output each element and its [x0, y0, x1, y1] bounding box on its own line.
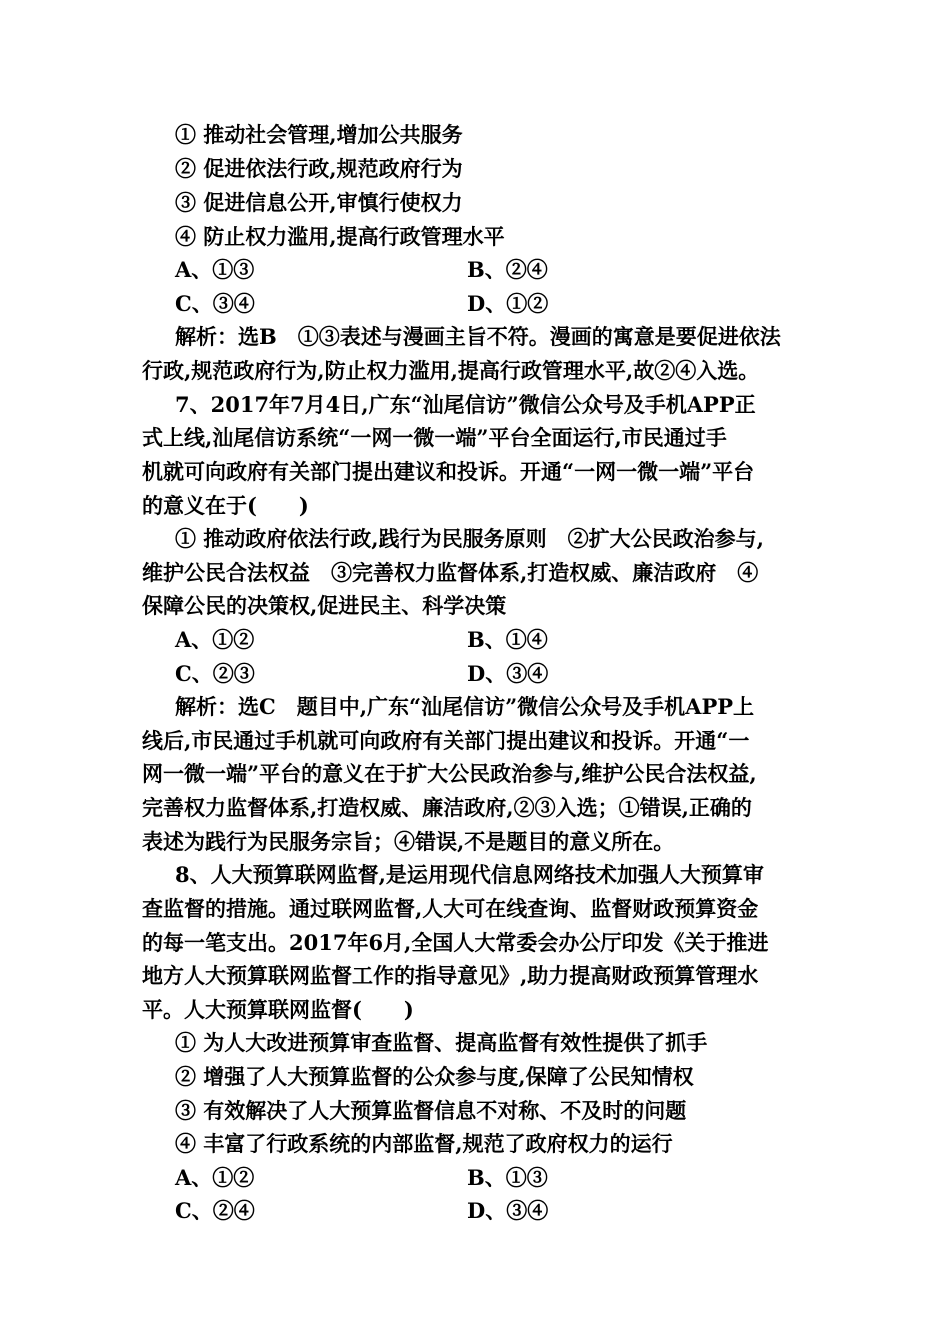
q7-options-line-2: 维护公民合法权益 ③完善权力监督体系,打造权威、廉洁政府 ④ [142, 560, 759, 585]
q7-stem-line-1: 7、2017年7月4日,广东“汕尾信访”微信公众号及手机APP正 [175, 392, 756, 417]
q8-option-3: ③ 有效解决了人大预算监督信息不对称、不及时的问题 [175, 1098, 687, 1123]
q8-stem-line-3: 的每一笔支出。2017年6月,全国人大常委会办公厅印发《关于推进 [142, 930, 769, 955]
q6-choice-b: B、②④ [467, 257, 548, 282]
q8-choice-a: A、①② [175, 1165, 255, 1190]
q7-options-line-3: 保障公民的决策权,促进民主、科学决策 [142, 593, 507, 618]
q8-option-4: ④ 丰富了行政系统的内部监督,规范了政府权力的运行 [175, 1131, 673, 1156]
q7-analysis-line-5: 表述为践行为民服务宗旨；④错误,不是题目的意义所在。 [142, 829, 675, 854]
q6-option-3: ③ 促进信息公开,审慎行使权力 [175, 190, 463, 215]
q7-options-line-1: ① 推动政府依法行政,践行为民服务原则 ②扩大公民政治参与, [175, 526, 764, 551]
q8-option-2: ② 增强了人大预算监督的公众参与度,保障了公民知情权 [175, 1064, 694, 1089]
q8-choice-c: C、②④ [175, 1198, 255, 1223]
q8-stem-line-5: 平。人大预算联网监督( ) [142, 997, 414, 1022]
q6-choice-c: C、③④ [175, 291, 255, 316]
q7-choice-b: B、①④ [467, 627, 548, 652]
q7-analysis-line-1: 解析：选C 题目中,广东“汕尾信访”微信公众号及手机APP上 [175, 694, 755, 719]
q8-stem-line-1: 8、人大预算联网监督,是运用现代信息网络技术加强人大预算审 [175, 862, 764, 887]
q8-stem-line-4: 地方人大预算联网监督工作的指导意见》,助力提高财政预算管理水 [142, 963, 759, 988]
q7-stem-line-4: 的意义在于( ) [142, 493, 309, 518]
q6-option-2: ② 促进依法行政,规范政府行为 [175, 156, 463, 181]
q7-stem-line-2: 式上线,汕尾信访系统“一网一微一端”平台全面运行,市民通过手 [142, 425, 727, 450]
q7-analysis-line-4: 完善权力监督体系,打造权威、廉洁政府,②③入选；①错误,正确的 [142, 795, 752, 820]
q6-analysis-line-2: 行政,规范政府行为,防止权力滥用,提高行政管理水平,故②④入选。 [142, 358, 760, 383]
q8-option-1: ① 为人大改进预算审查监督、提高监督有效性提供了抓手 [175, 1030, 708, 1055]
q7-analysis-line-2: 线后,市民通过手机就可向政府有关部门提出建议和投诉。开通“一 [142, 728, 750, 753]
q7-choice-c: C、②③ [175, 661, 255, 686]
q6-choice-a: A、①③ [175, 257, 255, 282]
q8-choice-d: D、③④ [467, 1198, 549, 1223]
q6-option-4: ④ 防止权力滥用,提高行政管理水平 [175, 224, 505, 249]
q7-stem-line-3: 机就可向政府有关部门提出建议和投诉。开通“一网一微一端”平台 [142, 459, 755, 484]
q7-choice-d: D、③④ [467, 661, 549, 686]
q8-stem-line-2: 查监督的措施。通过联网监督,人大可在线查询、监督财政预算资金 [142, 896, 759, 921]
q6-choice-d: D、①② [467, 291, 549, 316]
q8-choice-b: B、①③ [467, 1165, 548, 1190]
q7-choice-a: A、①② [175, 627, 255, 652]
q6-option-1: ① 推动社会管理,增加公共服务 [175, 122, 463, 147]
q6-analysis-line-1: 解析：选B ①③表述与漫画主旨不符。漫画的寓意是要促进依法 [175, 324, 781, 349]
q7-analysis-line-3: 网一微一端”平台的意义在于扩大公民政治参与,维护公民合法权益, [142, 761, 757, 786]
